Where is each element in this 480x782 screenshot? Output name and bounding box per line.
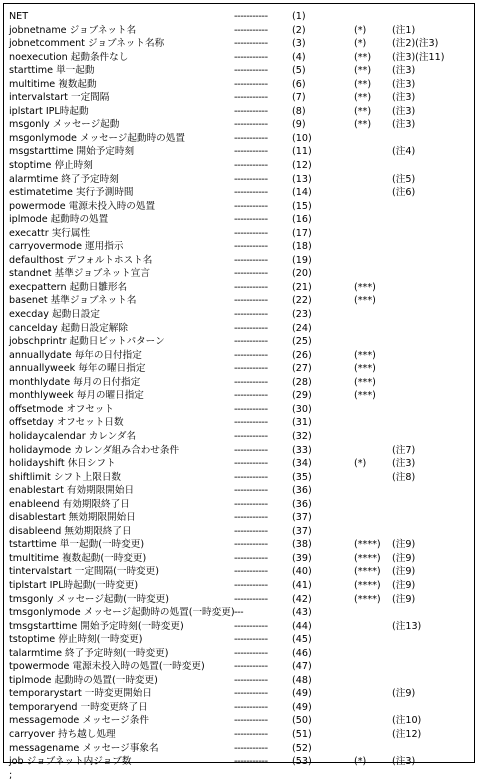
list-item bbox=[9, 376, 471, 390]
item-number: (43) bbox=[292, 607, 312, 619]
item-dash: ----------- bbox=[234, 227, 268, 239]
list-item bbox=[9, 660, 471, 674]
definition-list bbox=[9, 10, 471, 782]
item-number: (40) bbox=[292, 566, 312, 578]
item-name: noexecution 起動条件なし bbox=[9, 51, 129, 63]
item-dash: ----------- bbox=[234, 417, 268, 429]
item-dash: ----------- bbox=[234, 688, 268, 700]
item-number: (26) bbox=[292, 349, 312, 361]
item-name: iplstart IPL時起動 bbox=[9, 105, 89, 117]
item-dash: ----------- bbox=[234, 105, 268, 117]
list-item bbox=[9, 620, 471, 634]
item-note: (注1) bbox=[392, 24, 416, 36]
list-item bbox=[9, 728, 471, 742]
item-number: (7) bbox=[292, 92, 306, 104]
list-item bbox=[9, 484, 471, 498]
item-number: (36) bbox=[292, 485, 312, 497]
list-item bbox=[9, 105, 471, 119]
item-name: job ジョブネット内ジョブ数 bbox=[9, 756, 132, 768]
item-number: (37) bbox=[292, 525, 312, 537]
item-dash: ----------- bbox=[234, 620, 268, 632]
item-name: messagemode メッセージ条件 bbox=[9, 715, 149, 727]
item-name: talarmtime 終了予定時刻(一時変更) bbox=[9, 647, 169, 659]
item-number: (37) bbox=[292, 512, 312, 524]
item-name: temporarystart 一時変更開始日 bbox=[9, 688, 152, 700]
item-note: (注3) bbox=[392, 756, 416, 768]
item-note: (注3)(注11) bbox=[392, 51, 445, 63]
item-number: (47) bbox=[292, 661, 312, 673]
item-name: tstoptime 停止時刻(一時変更) bbox=[9, 634, 143, 646]
item-note: (注10) bbox=[392, 715, 422, 727]
item-mark: (**) bbox=[354, 92, 372, 104]
item-mark: (***) bbox=[354, 349, 376, 361]
item-mark: (**) bbox=[354, 65, 372, 77]
item-dash: ----------- bbox=[234, 566, 268, 578]
item-number: (10) bbox=[292, 132, 312, 144]
item-number: (23) bbox=[292, 309, 312, 321]
item-name: enableend 有効期限終了日 bbox=[9, 498, 130, 510]
item-number: (39) bbox=[292, 552, 312, 564]
item-dash: ----------- bbox=[234, 322, 268, 334]
item-dash: ----------- bbox=[234, 403, 268, 415]
item-number: (17) bbox=[292, 227, 312, 239]
list-item bbox=[9, 335, 471, 349]
item-number: (25) bbox=[292, 336, 312, 348]
header-number: (1) bbox=[292, 11, 306, 22]
item-note: (注3) bbox=[392, 119, 416, 131]
item-mark: (****) bbox=[354, 566, 381, 578]
item-dash: ----------- bbox=[234, 65, 268, 77]
list-item bbox=[9, 647, 471, 661]
item-note: (注3) bbox=[392, 92, 416, 104]
item-mark: (***) bbox=[354, 295, 376, 307]
list-item bbox=[9, 714, 471, 728]
item-name: stoptime 停止時刻 bbox=[9, 160, 93, 172]
item-number: (36) bbox=[292, 498, 312, 510]
list-item bbox=[9, 118, 471, 132]
item-dash: ----------- bbox=[234, 430, 268, 442]
item-number: (27) bbox=[292, 363, 312, 375]
list-item bbox=[9, 37, 471, 51]
item-name: tiplmode 起動時の処置(一時変更) bbox=[9, 674, 158, 686]
item-mark: (***) bbox=[354, 390, 376, 402]
list-item bbox=[9, 254, 471, 268]
item-name: alarmtime 終了予定時刻 bbox=[9, 173, 119, 185]
item-dash: ----------- bbox=[234, 349, 268, 361]
item-mark: (***) bbox=[354, 376, 376, 388]
list-item bbox=[9, 240, 471, 254]
item-number: (28) bbox=[292, 376, 312, 388]
list-item bbox=[9, 349, 471, 363]
item-dash: ----------- bbox=[234, 309, 268, 321]
item-name: annuallydate 毎年の日付指定 bbox=[9, 349, 142, 361]
item-dash: ----------- bbox=[234, 525, 268, 537]
list-item bbox=[9, 362, 471, 376]
item-number: (5) bbox=[292, 65, 306, 77]
list-item bbox=[9, 78, 471, 92]
item-number: (11) bbox=[292, 146, 312, 158]
list-item bbox=[9, 579, 471, 593]
list-item bbox=[9, 498, 471, 512]
item-name: execday 起動日設定 bbox=[9, 309, 100, 321]
list-item bbox=[9, 687, 471, 701]
item-name: execattr 実行属性 bbox=[9, 227, 91, 239]
item-dash: ----------- bbox=[234, 539, 268, 551]
item-name: tpowermode 電源未投入時の処置(一時変更) bbox=[9, 661, 205, 673]
item-dash: ----------- bbox=[234, 173, 268, 185]
list-item bbox=[9, 742, 471, 756]
item-dash: ----------- bbox=[234, 593, 268, 605]
item-mark: (*) bbox=[354, 458, 367, 470]
list-item bbox=[9, 159, 471, 173]
item-name: disablestart 無効期限開始日 bbox=[9, 512, 136, 524]
item-dash: ----------- bbox=[234, 376, 268, 388]
item-number: (24) bbox=[292, 322, 312, 334]
item-number: (6) bbox=[292, 78, 306, 90]
item-note: (注9) bbox=[392, 566, 416, 578]
item-number: (34) bbox=[292, 458, 312, 470]
item-dash: ----------- bbox=[234, 728, 268, 740]
item-dash: ----------- bbox=[234, 552, 268, 564]
item-name: tmultitime 複数起動(一時変更) bbox=[9, 552, 147, 564]
item-number: (49) bbox=[292, 701, 312, 713]
item-note: (注7) bbox=[392, 444, 416, 456]
item-number: (21) bbox=[292, 281, 312, 293]
item-name: offsetmode オフセット bbox=[9, 403, 114, 415]
item-name: shiftlimit シフト上限日数 bbox=[9, 471, 122, 483]
item-number: (16) bbox=[292, 214, 312, 226]
item-name: tintervalstart 一定間隔(一時変更) bbox=[9, 566, 159, 578]
item-number: (14) bbox=[292, 187, 312, 199]
item-dash: ----------- bbox=[234, 661, 268, 673]
item-note: (注2)(注3) bbox=[392, 38, 439, 50]
item-dash: ----------- bbox=[234, 701, 268, 713]
item-dash: ----------- bbox=[234, 281, 268, 293]
list-item bbox=[9, 755, 471, 769]
item-number: (20) bbox=[292, 268, 312, 280]
list-item bbox=[9, 227, 471, 241]
item-number: (50) bbox=[292, 715, 312, 727]
item-name: monthlydate 毎月の日付指定 bbox=[9, 376, 141, 388]
item-number: (3) bbox=[292, 38, 306, 50]
item-name: jobnetname ジョブネット名 bbox=[9, 24, 137, 36]
item-name: estimatetime 実行予測時間 bbox=[9, 187, 134, 199]
list-item bbox=[9, 267, 471, 281]
item-dash: ----------- bbox=[234, 78, 268, 90]
header-text: NET bbox=[9, 11, 29, 22]
item-name: powermode 電源未投入時の処置 bbox=[9, 200, 156, 212]
list-item bbox=[9, 200, 471, 214]
item-note: (注9) bbox=[392, 579, 416, 591]
item-number: (22) bbox=[292, 295, 312, 307]
item-dash: ----------- bbox=[234, 498, 268, 510]
item-mark: (**) bbox=[354, 78, 372, 90]
item-number: (35) bbox=[292, 471, 312, 483]
list-item bbox=[9, 565, 471, 579]
list-item bbox=[9, 145, 471, 159]
item-note: (注9) bbox=[392, 552, 416, 564]
item-note: (注12) bbox=[392, 728, 422, 740]
item-note: (注9) bbox=[392, 688, 416, 700]
item-dash: ----------- bbox=[234, 363, 268, 375]
item-dash: ----------- bbox=[234, 390, 268, 402]
item-mark: (***) bbox=[354, 363, 376, 375]
item-note: (注3) bbox=[392, 105, 416, 117]
item-name: carryovermode 運用指示 bbox=[9, 241, 124, 253]
item-dash: ----------- bbox=[234, 674, 268, 686]
item-number: (38) bbox=[292, 539, 312, 551]
document-frame bbox=[3, 3, 475, 781]
item-name: execpattern 起動日雛形名 bbox=[9, 281, 128, 293]
item-name: tiplstart IPL時起動(一時変更) bbox=[9, 579, 139, 591]
item-mark: (**) bbox=[354, 119, 372, 131]
item-dash: ----------- bbox=[234, 241, 268, 253]
item-dash: ----------- bbox=[234, 132, 268, 144]
item-name: tmsgonlymode メッセージ起動時の処置(一時変更) bbox=[9, 607, 235, 619]
list-item bbox=[9, 606, 471, 620]
item-mark: (****) bbox=[354, 593, 381, 605]
item-name: disableend 無効期限終了日 bbox=[9, 525, 132, 537]
list-item bbox=[9, 281, 471, 295]
item-dash: ----------- bbox=[234, 647, 268, 659]
terminator-text: ; bbox=[9, 769, 13, 781]
item-dash: ----------- bbox=[234, 485, 268, 497]
item-note: (注3) bbox=[392, 65, 416, 77]
item-dash: ----------- bbox=[234, 187, 268, 199]
header-dash: ----------- bbox=[234, 11, 268, 22]
item-number: (45) bbox=[292, 634, 312, 646]
item-mark: (****) bbox=[354, 539, 381, 551]
item-mark: (*) bbox=[354, 38, 367, 50]
item-dash: ----------- bbox=[234, 742, 268, 754]
item-number: (52) bbox=[292, 742, 312, 754]
list-item bbox=[9, 552, 471, 566]
item-name: intervalstart 一定間隔 bbox=[9, 92, 110, 104]
item-name: jobschprintr 起動日ビットパターン bbox=[9, 336, 165, 348]
item-note: (注4) bbox=[392, 146, 416, 158]
list-item bbox=[9, 416, 471, 430]
item-name: msgonly メッセージ起動 bbox=[9, 119, 120, 131]
item-name: basenet 基準ジョブネット名 bbox=[9, 295, 137, 307]
item-dash: ----------- bbox=[234, 471, 268, 483]
item-number: (12) bbox=[292, 160, 312, 172]
item-name: tstarttime 単一起動(一時変更) bbox=[9, 539, 145, 551]
item-dash: ----------- bbox=[234, 24, 268, 36]
item-dash: ----------- bbox=[234, 336, 268, 348]
list-item bbox=[9, 213, 471, 227]
item-name: multitime 複数起動 bbox=[9, 78, 97, 90]
item-mark: (*) bbox=[354, 24, 367, 36]
item-name: msgstarttime 開始予定時刻 bbox=[9, 146, 135, 158]
list-item bbox=[9, 186, 471, 200]
item-name: starttime 単一起動 bbox=[9, 65, 95, 77]
item-name: defaulthost デフォルトホスト名 bbox=[9, 254, 153, 266]
item-number: (13) bbox=[292, 173, 312, 185]
item-name: msgonlymode メッセージ起動時の処置 bbox=[9, 132, 185, 144]
item-number: (44) bbox=[292, 620, 312, 632]
item-number: (29) bbox=[292, 390, 312, 402]
item-name: enablestart 有効期限開始日 bbox=[9, 485, 135, 497]
list-item-header bbox=[9, 10, 471, 24]
list-item bbox=[9, 633, 471, 647]
item-name: holidaymode カレンダ組み合わせ条件 bbox=[9, 444, 180, 456]
item-number: (19) bbox=[292, 254, 312, 266]
list-item bbox=[9, 511, 471, 525]
item-mark: (****) bbox=[354, 552, 381, 564]
item-dash: ----------- bbox=[234, 444, 268, 456]
item-name: monthlyweek 毎月の曜日指定 bbox=[9, 390, 144, 402]
item-name: messagename メッセージ事象名 bbox=[9, 742, 159, 754]
list-item bbox=[9, 132, 471, 146]
list-item bbox=[9, 322, 471, 336]
item-note: (注3) bbox=[392, 458, 416, 470]
item-dash: ----------- bbox=[234, 715, 268, 727]
item-dash: ----------- bbox=[234, 458, 268, 470]
item-number: (15) bbox=[292, 200, 312, 212]
item-name: annuallyweek 毎年の曜日指定 bbox=[9, 363, 146, 375]
list-item bbox=[9, 701, 471, 715]
item-dash: ----------- bbox=[234, 92, 268, 104]
item-number: (53) bbox=[292, 756, 312, 768]
item-note: (注8) bbox=[392, 471, 416, 483]
item-mark: (**) bbox=[354, 51, 372, 63]
item-dash: ----------- bbox=[234, 51, 268, 63]
item-dash: ----------- bbox=[234, 268, 268, 280]
list-item bbox=[9, 403, 471, 417]
list-item bbox=[9, 173, 471, 187]
list-item bbox=[9, 471, 471, 485]
list-item bbox=[9, 51, 471, 65]
list-item bbox=[9, 64, 471, 78]
item-number: (8) bbox=[292, 105, 306, 117]
item-name: tmsgonly メッセージ起動(一時変更) bbox=[9, 593, 169, 605]
item-dash: ----------- bbox=[234, 512, 268, 524]
list-item bbox=[9, 538, 471, 552]
item-number: (48) bbox=[292, 674, 312, 686]
item-mark: (***) bbox=[354, 281, 376, 293]
item-name: standnet 基準ジョブネット宣言 bbox=[9, 268, 150, 280]
item-number: (9) bbox=[292, 119, 306, 131]
item-dash: ----------- bbox=[234, 756, 268, 768]
item-name: iplmode 起動時の処置 bbox=[9, 214, 109, 226]
item-number: (32) bbox=[292, 430, 312, 442]
item-name: temporaryend 一時変更終了日 bbox=[9, 701, 148, 713]
item-name: cancelday 起動日設定解除 bbox=[9, 322, 128, 334]
item-number: (46) bbox=[292, 647, 312, 659]
item-note: (注5) bbox=[392, 173, 416, 185]
item-number: (18) bbox=[292, 241, 312, 253]
item-dash: ----------- bbox=[234, 119, 268, 131]
item-dash: ----------- bbox=[234, 200, 268, 212]
item-note: (注6) bbox=[392, 187, 416, 199]
list-item bbox=[9, 457, 471, 471]
list-item bbox=[9, 24, 471, 38]
item-dash: ----------- bbox=[234, 634, 268, 646]
list-item bbox=[9, 674, 471, 688]
list-item bbox=[9, 308, 471, 322]
list-item bbox=[9, 389, 471, 403]
item-number: (33) bbox=[292, 444, 312, 456]
list-item bbox=[9, 444, 471, 458]
item-note: (注9) bbox=[392, 593, 416, 605]
item-dash: ----------- bbox=[234, 214, 268, 226]
list-item bbox=[9, 525, 471, 539]
item-dash: --- bbox=[234, 607, 244, 619]
list-terminator bbox=[9, 769, 471, 782]
item-mark: (****) bbox=[354, 579, 381, 591]
item-dash: ----------- bbox=[234, 160, 268, 172]
item-dash: ----------- bbox=[234, 295, 268, 307]
list-item bbox=[9, 91, 471, 105]
item-number: (2) bbox=[292, 24, 306, 36]
item-note: (注3) bbox=[392, 78, 416, 90]
item-number: (30) bbox=[292, 403, 312, 415]
item-name: tmsgstarttime 開始予定時刻(一時変更) bbox=[9, 620, 184, 632]
item-name: holidaycalendar カレンダ名 bbox=[9, 430, 137, 442]
item-mark: (*) bbox=[354, 756, 367, 768]
item-dash: ----------- bbox=[234, 579, 268, 591]
list-item bbox=[9, 294, 471, 308]
item-mark: (**) bbox=[354, 105, 372, 117]
item-name: holidayshift 休日シフト bbox=[9, 458, 116, 470]
item-dash: ----------- bbox=[234, 254, 268, 266]
item-number: (4) bbox=[292, 51, 306, 63]
item-name: jobnetcomment ジョブネット名称 bbox=[9, 38, 165, 50]
list-item bbox=[9, 593, 471, 607]
item-number: (31) bbox=[292, 417, 312, 429]
item-note: (注13) bbox=[392, 620, 422, 632]
item-number: (42) bbox=[292, 593, 312, 605]
item-dash: ----------- bbox=[234, 38, 268, 50]
item-number: (49) bbox=[292, 688, 312, 700]
list-item bbox=[9, 430, 471, 444]
item-number: (41) bbox=[292, 579, 312, 591]
item-name: offsetday オフセット日数 bbox=[9, 417, 124, 429]
item-number: (51) bbox=[292, 728, 312, 740]
item-name: carryover 持ち越し処理 bbox=[9, 728, 116, 740]
item-dash: ----------- bbox=[234, 146, 268, 158]
item-note: (注9) bbox=[392, 539, 416, 551]
